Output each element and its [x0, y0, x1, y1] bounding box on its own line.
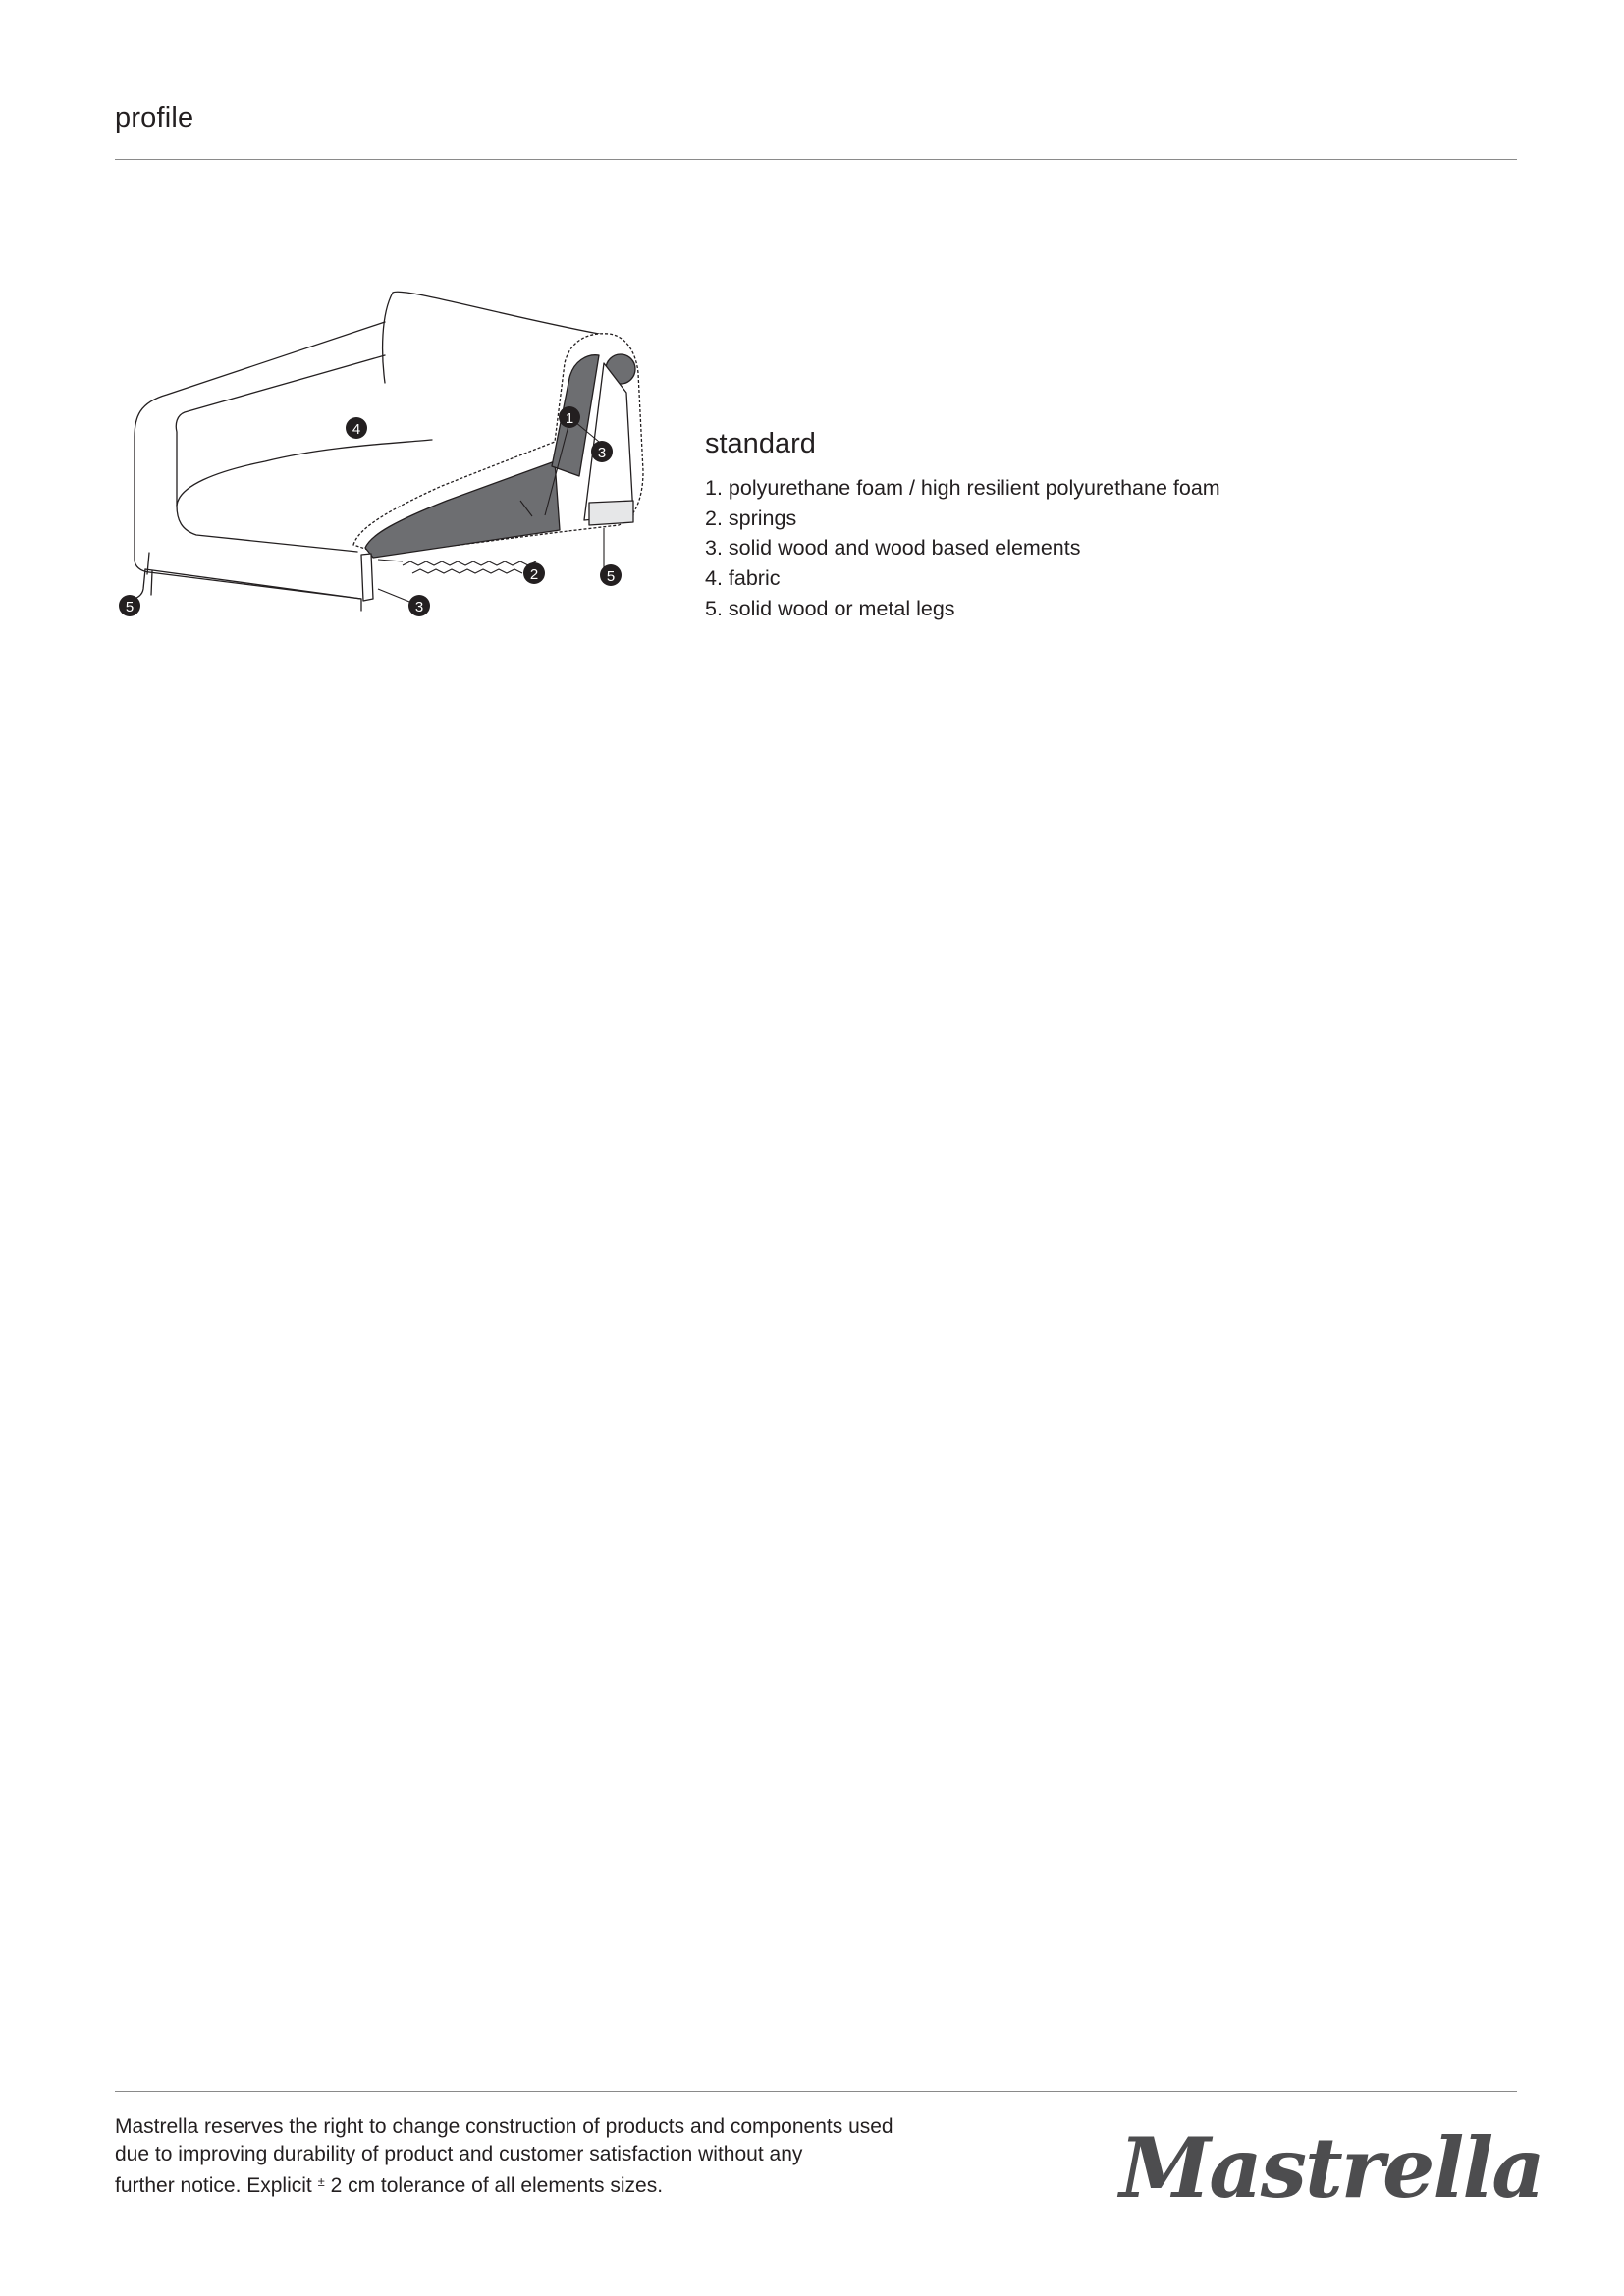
callout-3-number: 3	[597, 445, 607, 461]
callout-2-marker	[523, 562, 545, 584]
disclaimer-line: Mastrella reserves the right to change construction of products and components used	[115, 2115, 893, 2138]
callout-5-marker	[119, 595, 140, 616]
spec-item: 2. springs	[705, 506, 797, 530]
spec-list	[705, 473, 1490, 624]
spec-title: standard	[705, 428, 816, 459]
spec-item: 3. solid wood and wood based elements	[705, 536, 1081, 561]
callout-3-number: 3	[414, 599, 424, 615]
callout-4-number: 4	[352, 421, 361, 438]
callout-2-number: 2	[529, 566, 539, 583]
page-title: profile	[115, 102, 194, 133]
mastrella-logo	[1119, 2110, 1543, 2218]
disclaimer-text: 2 cm tolerance of all elements sizes.	[324, 2174, 664, 2197]
callout-3-marker	[591, 441, 613, 462]
callout-3-marker	[408, 595, 430, 616]
footer-divider	[115, 2091, 1517, 2092]
callout-1-marker	[559, 406, 580, 428]
sofa-cross-section-diagram	[108, 275, 668, 638]
disclaimer-line	[115, 2168, 999, 2200]
spec-item: 4. fabric	[705, 565, 781, 590]
callout-5-number: 5	[606, 568, 616, 585]
callout-5-number: 5	[125, 599, 135, 615]
callout-5-marker	[600, 564, 622, 586]
callout-1-number: 1	[565, 410, 574, 427]
spec-legend	[705, 427, 1490, 623]
brand-wordmark: Mastrella	[1119, 2119, 1543, 2216]
plus-minus-symbol: ±	[317, 2174, 325, 2189]
spec-item: 1. polyurethane foam / high resilient polyurethane foam	[705, 475, 1220, 500]
disclaimer	[115, 2113, 999, 2200]
callout-4-marker	[346, 417, 367, 439]
header-divider	[115, 159, 1517, 160]
disclaimer-text: further notice. Explicit	[115, 2174, 318, 2197]
spec-item: 5. solid wood or metal legs	[705, 596, 955, 620]
disclaimer-line: due to improving durability of product and customer satisfaction without any	[115, 2143, 803, 2165]
